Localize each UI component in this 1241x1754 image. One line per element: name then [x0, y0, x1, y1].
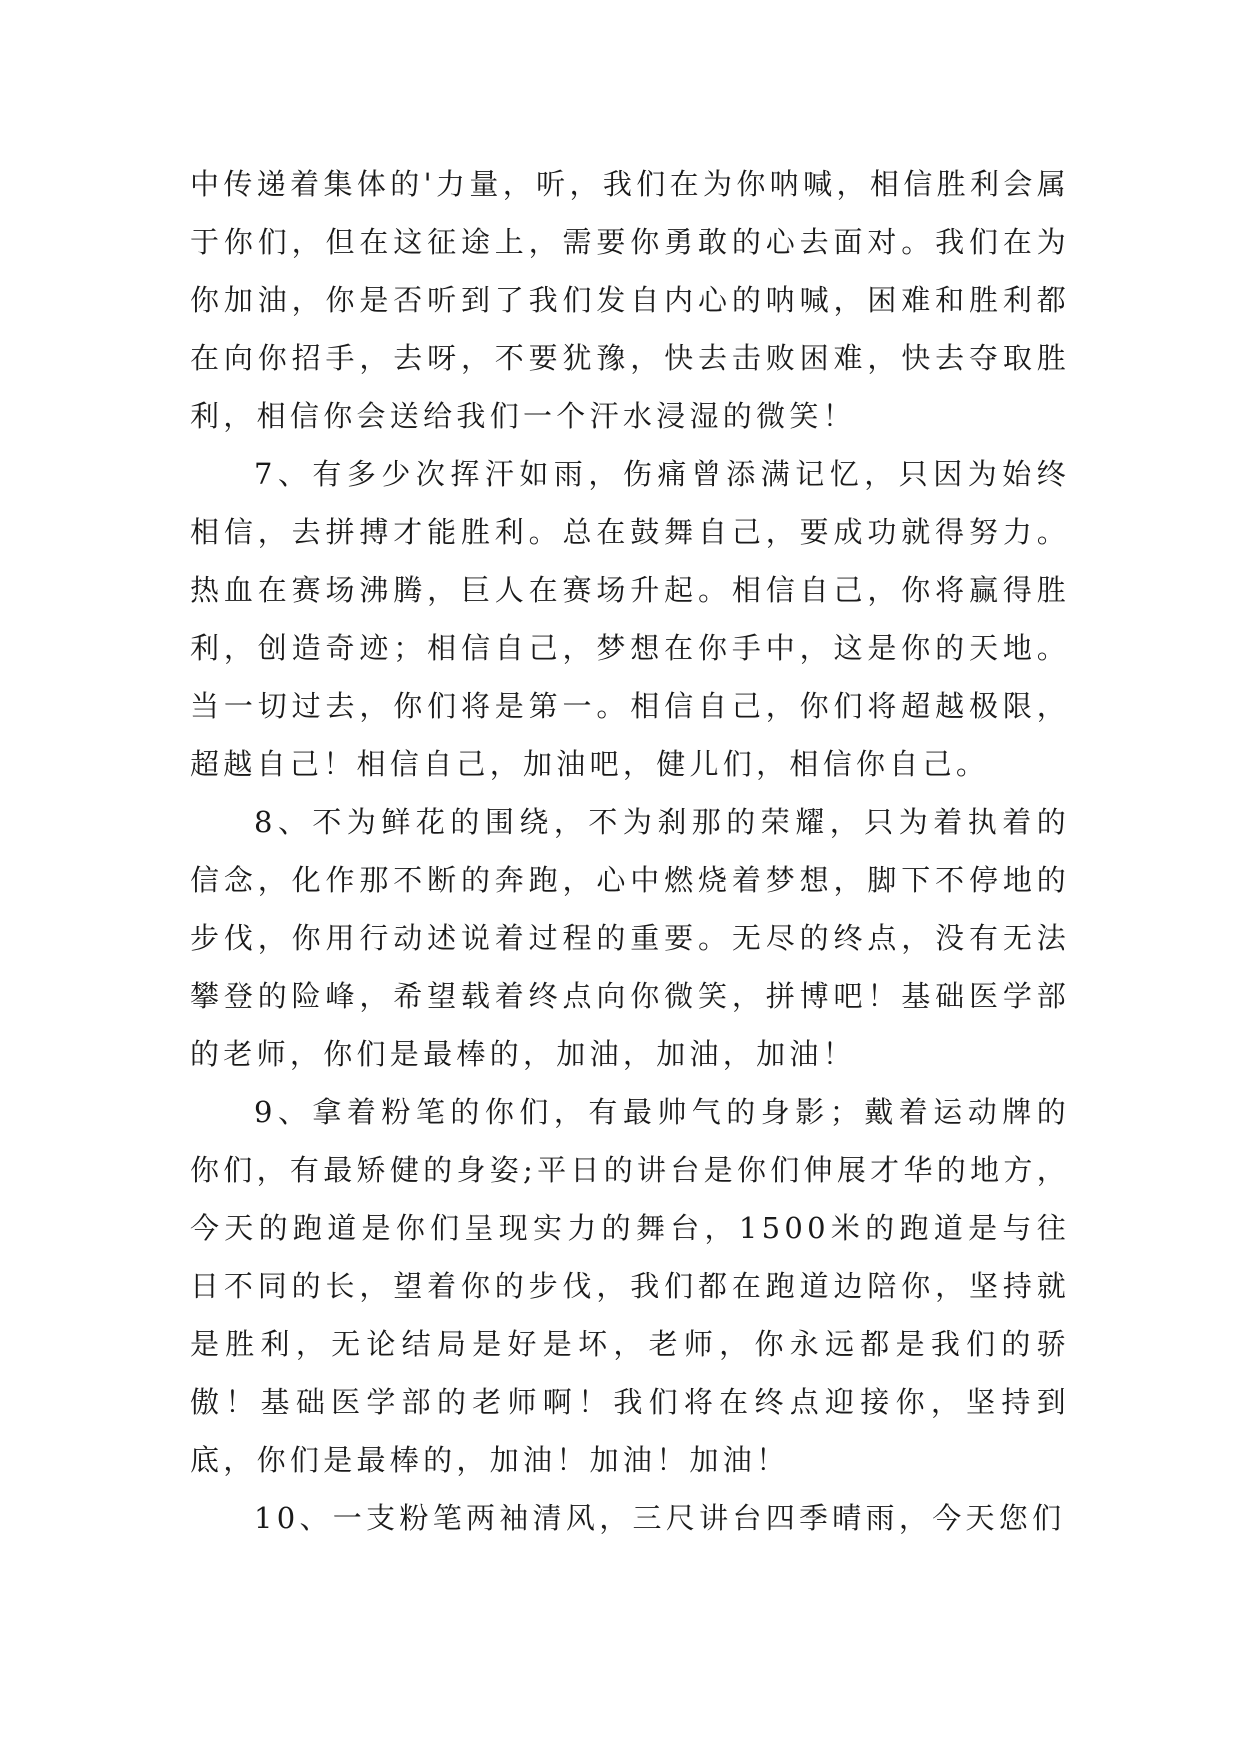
- paragraph-item-10: 10、一支粉笔两袖清风，三尺讲台四季晴雨，今天您们: [254, 1501, 1066, 1535]
- document-body: [190, 155, 1070, 1547]
- paragraph-item-7: 7、有多少次挥汗如雨，伤痛曾添满记忆，只因为始终相信，去拼搏才能胜利。总在鼓舞自己，要成功就得努力。热血在赛场沸腾，巨人在赛场升起。相信自己，你将赢得胜利，创造奇迹；相信自己，梦想在你手中，这是你的天地。当一切过去，你们将是第一。相信自己，你们将超越极限，超越自己！相信自己，加油吧，健儿们，相信你自己。: [190, 457, 1070, 781]
- paragraph-item-9: 9、拿着粉笔的你们，有最帅气的身影；戴着运动牌的你们，有最矫健的身姿;平日的讲台是你们伸展才华的地方，今天的跑道是你们呈现实力的舞台，1500米的跑道是与往日不同的长，望着你的步伐，我们都在跑道边陪你，坚持就是胜利，无论结局是好是坏，老师，你永远都是我们的骄傲！基础医学部的老师啊！我们将在终点迎接你，坚持到底，你们是最棒的，加油！加油！加油！: [190, 1095, 1070, 1477]
- paragraph-item-8: 8、不为鲜花的围绕，不为刹那的荣耀，只为着执着的信念，化作那不断的奔跑，心中燃烧着梦想，脚下不停地的步伐，你用行动述说着过程的重要。无尽的终点，没有无法攀登的险峰，希望载着终点向你微笑，拼博吧！基础医学部的老师，你们是最棒的，加油，加油，加油！: [190, 805, 1070, 1071]
- paragraph-continuation: 中传递着集体的'力量，听，我们在为你呐喊，相信胜利会属于你们，但在这征途上，需要你勇敢的心去面对。我们在为你加油，你是否听到了我们发自内心的呐喊，困难和胜利都在向你招手，去呀，不要犹豫，快去击败困难，快去夺取胜利，相信你会送给我们一个汗水浸湿的微笑！: [190, 167, 1070, 433]
